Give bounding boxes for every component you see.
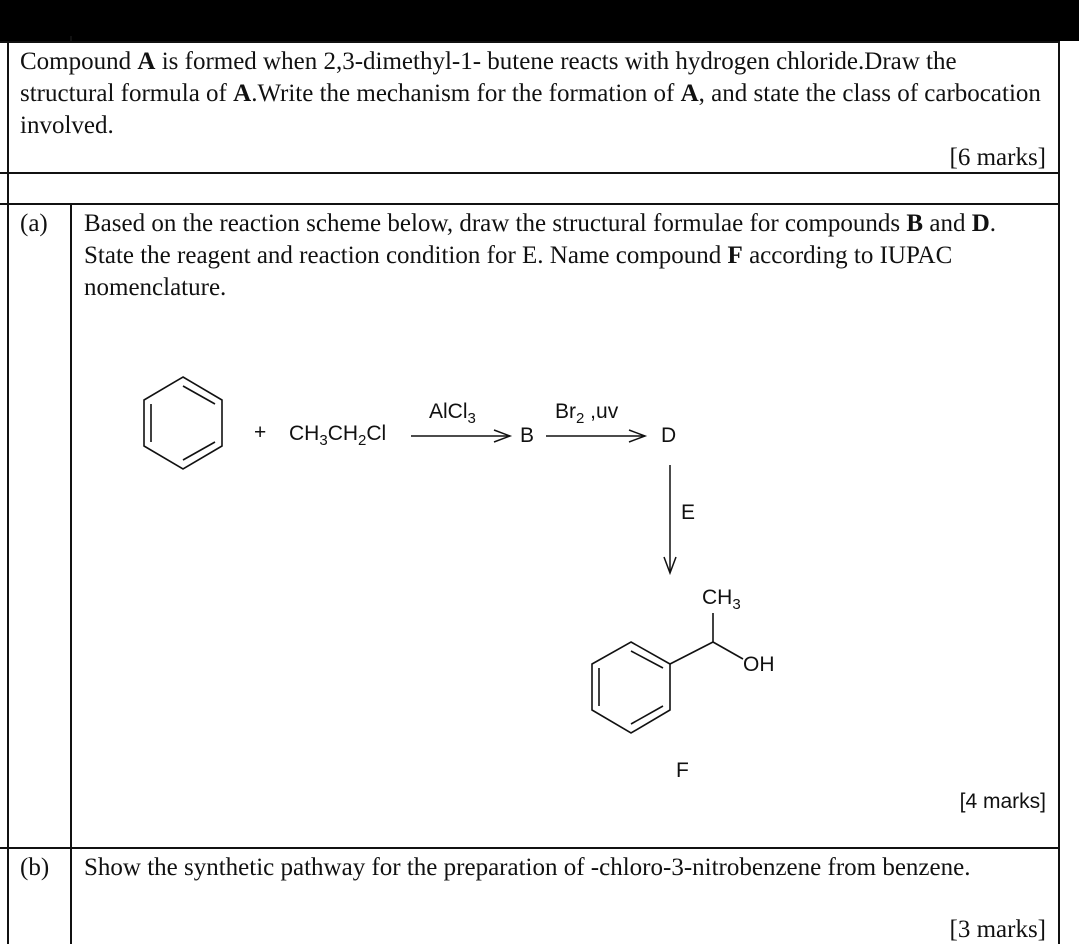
formula-subscript: 3 <box>467 410 476 427</box>
question-1-segment: A <box>137 48 156 75</box>
formula-subscript: 2 <box>358 432 367 449</box>
catalyst-label <box>429 400 476 427</box>
compound-f-label: F <box>676 759 689 782</box>
part-a-segment: B <box>906 210 924 237</box>
formula-subscript: 2 <box>576 410 585 427</box>
question-1-segment: .Write the mechanism for the formation of <box>251 80 681 107</box>
formula-subscript: 3 <box>319 432 328 449</box>
question-1-marks: [6 marks] <box>949 144 1046 171</box>
arrow-step-1 <box>411 430 510 442</box>
methyl-group-label <box>702 586 741 613</box>
compound-d-label: D <box>661 424 677 447</box>
question-1-segment: A <box>233 80 252 107</box>
formula-part: Cl <box>366 422 387 445</box>
question-1-segment: A <box>680 80 699 107</box>
compound-b-label: B <box>520 424 535 447</box>
benzene-ring-reactant <box>144 377 222 469</box>
formula-part: ,uv <box>584 400 619 423</box>
question-1-segment: is formed when 2,3-dimethyl-1- butene reacts with hydrogen chloride.Draw the structural formula of <box>20 48 957 107</box>
formula-part: CH <box>327 422 359 445</box>
benzene-ring-product-f <box>592 613 743 733</box>
part-b-text: Show the synthetic pathway for the preparation of -chloro-3-nitrobenzene from benzene. <box>84 854 971 881</box>
part-a-segment: F <box>727 242 743 269</box>
step-3-label: E <box>681 501 696 524</box>
formula-part: AlCl <box>429 400 468 423</box>
part-a-segment: according to IUPAC nomenclature. <box>84 242 953 301</box>
formula-part: Br <box>555 400 576 423</box>
part-b-label: (b) <box>20 854 50 881</box>
ethyl-chloride-formula <box>289 422 387 449</box>
part-a-segment: Based on the reaction scheme below, draw the structural formulae for compounds <box>84 210 907 237</box>
arrow-step-2 <box>546 430 645 442</box>
part-a-label: (a) <box>20 210 48 237</box>
part-b-marks: [3 marks] <box>949 916 1046 943</box>
part-a-marks: [4 marks] <box>959 790 1046 813</box>
plus-sign: + <box>254 421 267 444</box>
step-2-conditions <box>555 400 619 427</box>
hydroxyl-group-label: OH <box>743 653 775 676</box>
formula-part: CH <box>702 586 733 609</box>
part-a-segment: . State the reagent and reaction condition for E. Name compound <box>84 210 997 269</box>
question-1-segment: , and state the class of carbocation involved. <box>20 80 1041 139</box>
question-1-segment: Compound <box>20 48 138 75</box>
part-a-segment: and <box>923 210 972 237</box>
formula-subscript: 3 <box>732 596 741 613</box>
part-a-segment: D <box>971 210 990 237</box>
arrow-step-3 <box>664 465 676 573</box>
formula-part: CH <box>289 422 320 445</box>
